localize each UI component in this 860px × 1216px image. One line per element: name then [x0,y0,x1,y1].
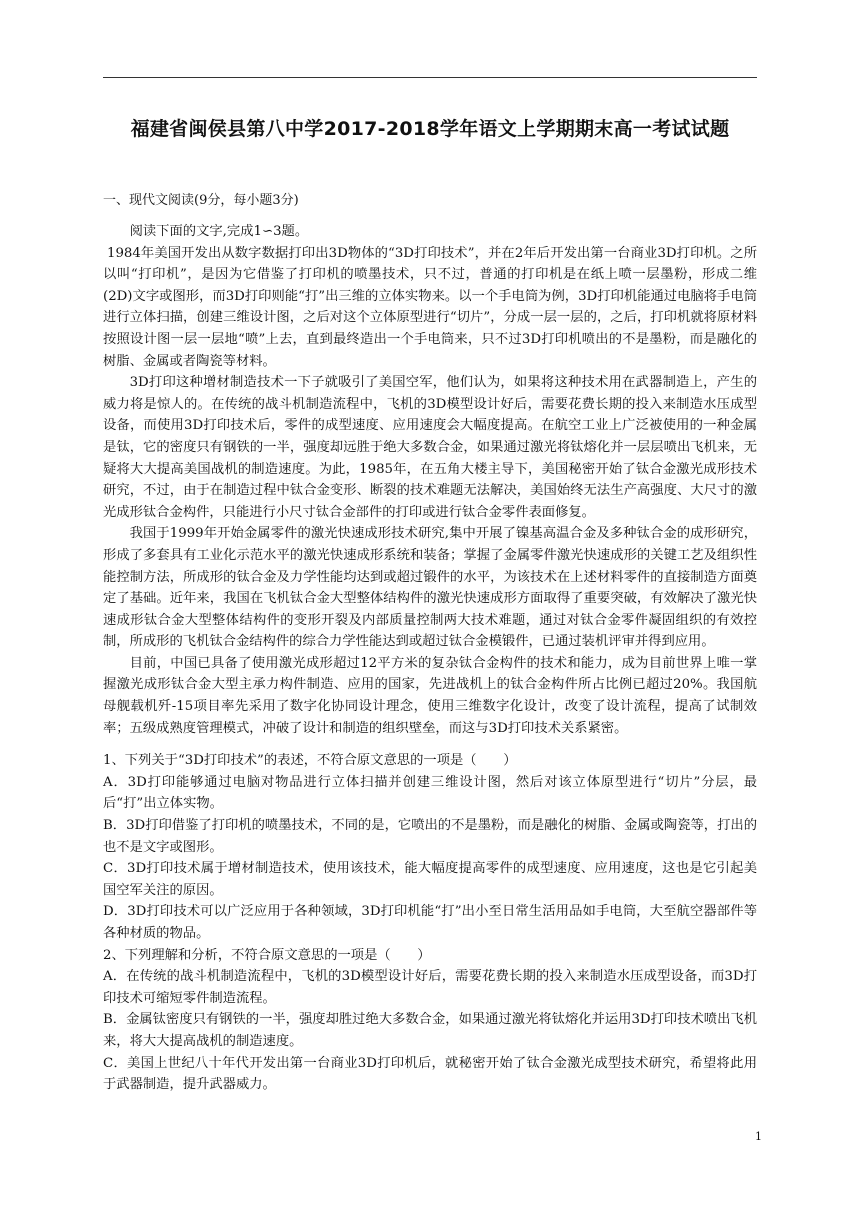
header-rule [103,77,757,78]
document-title: 福建省闽侯县第八中学2017-2018学年语文上学期期末高一考试试题 [130,118,730,140]
section-heading: 一、现代文阅读(9分，每小题3分) [103,193,299,208]
question-stem: 2、下列理解和分析，不符合原文意思的一项是（ ） [103,947,431,963]
question-option: A．3D打印能够通过电脑对物品进行立体扫描并创建三维设计图，然后对该立体原型进行“切片”分层，最后“打”出立体实物。 [103,774,757,812]
question-stem: 1、下列关于“3D打印技术”的表述，不符合原文意思的一项是（ ） [103,753,517,769]
question-option: C．美国上世纪八十年代开发出第一台商业3D打印机后，就秘密开始了钛合金激光成型技术研究，希望将此用于武器制造，提升武器威力。 [103,1055,757,1093]
question-option: A．在传统的战斗机制造流程中，飞机的3D模型设计好后，需要花费长期的投入来制造水压成型设备，而3D打印技术可缩短零件制造流程。 [103,969,757,1006]
question-option: C．3D打印技术属于增材制造技术，使用该技术，能大幅度提高零件的成型速度、应用速度，这也是它引起美国空军关注的原因。 [103,861,757,898]
paragraph: 3D打印这种增材制造技术一下子就吸引了美国空军，他们认为，如果将这种技术用在武器制造上，产生的威力将是惊人的。在传统的战斗机制造流程中，飞机的3D模型设计好后，需要花费长期的投入来制造水压成型设备，而使用3D打印技术后，零件的成型速度、应用速度会大幅度提高。在航空工业上广泛被使用的一种金属是钛，它的密度只有钢铁的一半，强度却远胜于绝大多数合金，如果通过激光将钛熔化并一层层喷出飞机来，无疑将大大提高美国战机的制造速度。为此，1985年，在五角大楼主导下，美国秘密开始了钛合金激光成形技术研究，不过，由于在制造过程中钛合金变形、断裂的技术难题无法解决，美国始终无法生产高强度、大尺寸的激光成形钛合金构件，只能进行小尺寸钛合金部件的打印或进行钛合金零件表面修复。 [103,375,757,520]
question-option: B．3D打印借鉴了打印机的喷墨技术，不同的是，它喷出的不是墨粉，而是融化的树脂、金属或陶瓷等，打出的也不是文字或图形。 [103,818,757,855]
reading-instruction: 阅读下面的文字,完成1∽3题。 [129,224,309,239]
document-body [103,221,757,1096]
question-option: B．金属钛密度只有钢铁的一半，强度却胜过绝大多数合金，如果通过激光将钛熔化并运用3D打印技术喷出飞机来，将大大提高战机的制造速度。 [103,1012,757,1049]
paragraph: 1984年美国开发出从数字数据打印出3D物体的“3D打印技术”，并在2年后开发出第一台商业3D打印机。之所以叫“打印机”，是因为它借鉴了打印机的喷墨技术，只不过，普通的打印机是在纸上喷一层墨粉，形成二维(2D)文字或图形，而3D打印则能“打”出三维的立体实物来。以一个手电筒为例，3D打印机能通过电脑将手电筒进行立体扫描，创建三维设计图，之后对这个立体原型进行“切片”，分成一层一层的，之后，打印机就将原材料按照设计图一层一层地“喷”上去，直到最终造出一个手电筒来，只不过3D打印机喷出的不是墨粉，而是融化的树脂、金属或者陶瓷等材料。 [103,245,757,369]
paragraph: 目前，中国已具备了使用激光成形超过12平方米的复杂钛合金构件的技术和能力，成为目前世界上唯一掌握激光成形钛合金大型主承力构件制造、应用的国家，先进战机上的钛合金构件所占比例已超过20%。我国航母舰载机歼-15项目率先采用了数字化协同设计理念，使用三维数字化设计，改变了设计流程，提高了试制效率；五级成熟度管理模式，冲破了设计和制造的组织壁垒，而这与3D打印技术关系紧密。 [103,655,757,736]
page-number: 1 [755,1130,762,1143]
paragraph: 我国于1999年开始金属零件的激光快速成形技术研究,集中开展了镍基高温合金及多种钛合金的成形研究，形成了多套具有工业化示范水平的激光快速成形系统和装备；掌握了金属零件激光快速成形的关键工艺及组织性能控制方法，所成形的钛合金及力学性能均达到或超过锻件的水平，为该技术在上述材料零件的直接制造方面奠定了基础。近年来，我国在飞机钛合金大型整体结构件的激光快速成形方面取得了重要突破，有效解决了激光快速成形钛合金大型整体结构件的变形开裂及内部质量控制两大技术难题，通过对钛合金零件凝固组织的有效控制，所成形的飞机钛合金结构件的综合力学性能达到或超过钛合金模锻件，已通过装机评审并得到应用。 [103,526,757,650]
question-option: D．3D打印技术可以广泛应用于各种领域，3D打印机能“打”出小至日常生活用品如手电筒，大至航空器部件等各种材质的物品。 [103,904,757,941]
